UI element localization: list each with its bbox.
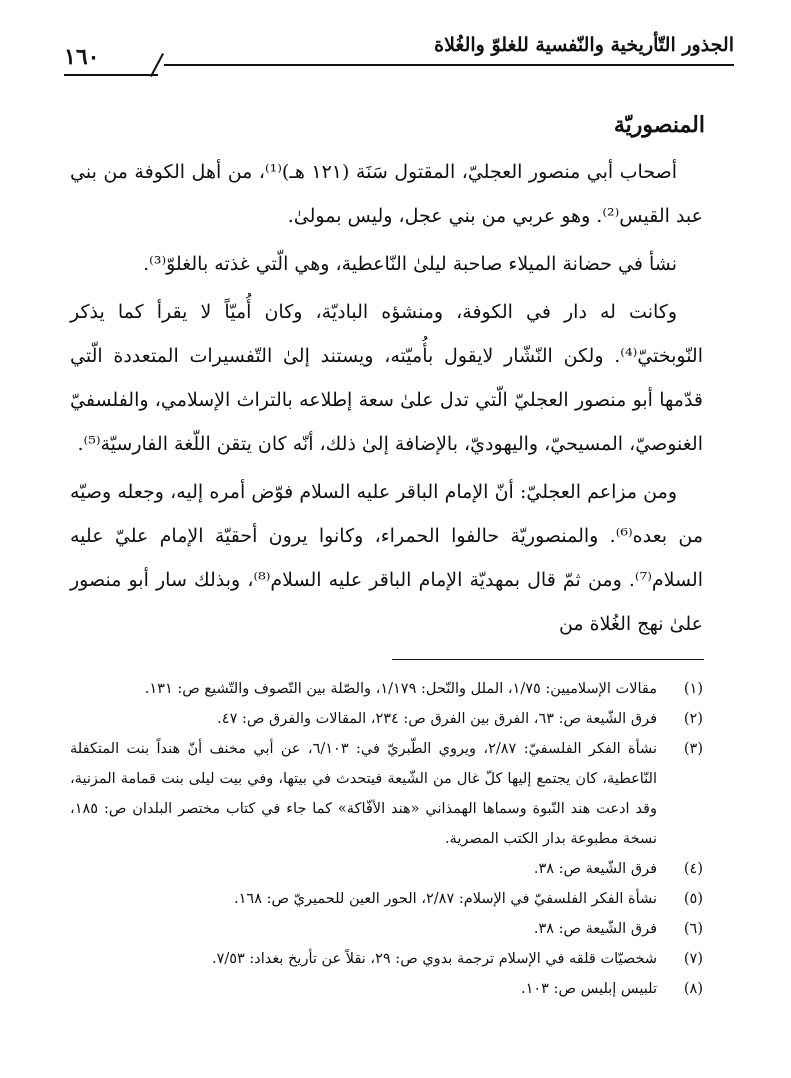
footnote — [70, 674, 703, 704]
footnote-text: فرق الشّيعة ص: ٣٨. — [533, 921, 657, 937]
footnote-number: (١) — [683, 681, 703, 697]
paragraph: أصحاب أبي منصور العجليّ، المقتول سَنَة (١٢١ هـ)⁽¹⁾، من أهل الكوفة من بني عبد القيس⁽²⁾. وهو عربي من بني عجل، وليس بمولىٰ. — [70, 161, 703, 227]
section-heading: المنصوريّة — [613, 112, 705, 138]
footnote-number: (٨) — [683, 981, 703, 997]
footnote — [70, 884, 703, 914]
footnote-text: فرق الشّيعة ص: ٣٨. — [533, 861, 657, 877]
footnote-number: (٤) — [683, 861, 703, 877]
footnote — [70, 944, 703, 974]
footnote-number: (٥) — [683, 891, 703, 907]
footnote-text: نشأة الفكر الفلسفيّ: ٢/٨٧، ويروي الطّبريّ في: ٦/١٠٣، عن أبي مخنف أنّ هنداً بنت المتكفلة النّاعطية، كان يجتمع إليها كلّ غال من الشّيعة فيتحدث في بيتها، وفي بيت ليلى بنت قمامة المزنية، وقد ادعت هند النّبوة وسماها الهمذاني «هند الأفّاكة» كما جاء في كتاب مختصر البلدان ص: ١٨٥، نسخة مطبوعة بدار الكتب المصرية. — [70, 741, 657, 847]
footnote-number: (٧) — [683, 951, 703, 967]
footnote-separator — [392, 659, 704, 660]
footnote-number: (٢) — [683, 711, 703, 727]
running-header — [64, 28, 734, 68]
footnote — [70, 704, 703, 734]
footnote-number: (٦) — [683, 921, 703, 937]
footnote — [70, 914, 703, 944]
running-title: الجذور التّأريخية والنّفسية للغلوّ والغُلاة — [434, 34, 734, 56]
footnote — [70, 734, 703, 854]
footnote — [70, 854, 703, 884]
footnotes — [70, 674, 703, 1004]
page-number: ١٦٠ — [64, 44, 100, 70]
paragraph: نشأ في حضانة الميلاء صاحبة ليلىٰ النّاعطية، وهي الّتي غذته بالغلوّ⁽³⁾. — [143, 253, 677, 275]
footnote — [70, 974, 703, 1004]
main-text — [70, 150, 703, 650]
paragraph: وكانت له دار في الكوفة، ومنشؤه الباديّة، وكان أُميّاً لا يقرأ كما يذكر النّوبختيّ⁽⁴⁾. ولكن النّشّار لايقول بأُميّته، ويستند إلىٰ التّفسيرات المتعددة الّتي قدّمها أبو منصور العجليّ الّتي تدل علىٰ سعة إطلاعه بالتراث الإسلامي، والفلسفيّ الغنوصيّ، المسيحيّ، واليهوديّ، بالإضافة إلىٰ ذلك، أنّه كان يتقن اللّغة الفارسيّة⁽⁵⁾. — [70, 301, 703, 455]
footnote-text: مقالات الإسلاميين: ١/٧٥، الملل والنّحل: ١/١٧٩، والصّلة بين التّصوف والتّشيع ص: ١٣١. — [144, 681, 657, 697]
header-rule — [164, 64, 734, 66]
footnote-text: فرق الشّيعة ص: ٦٣، الفرق بين الفرق ص: ٢٣٤، المقالات والفرق ص: ٤٧. — [217, 711, 657, 727]
page-number-rule — [64, 74, 158, 76]
footnote-number: (٣) — [683, 741, 703, 757]
footnote-text: نشأة الفكر الفلسفيّ في الإسلام: ٢/٨٧، الحور العين للحميريّ ص: ١٦٨. — [234, 891, 657, 907]
footnote-text: تلبيس إبليس ص: ١٠٣. — [520, 981, 657, 997]
footnote-text: شخصيّات قلقه في الإسلام ترجمة بدوي ص: ٢٩، نقلاً عن تأريخ بغداد: ٧/٥٣. — [211, 951, 657, 967]
paragraph: ومن مزاعم العجليّ: أنّ الإمام الباقر عليه السلام فوّض أمره إليه، وجعله وصيّه من بعده⁽⁶⁾. والمنصوريّة حالفوا الحمراء، وكانوا يرون أحقيّة الإمام عليّ عليه السلام⁽⁷⁾. ومن ثمّ قال بمهديّة الإمام الباقر عليه السلام⁽⁸⁾، وبذلك سار أبو منصور علىٰ نهج الغُلاة من — [70, 481, 703, 635]
